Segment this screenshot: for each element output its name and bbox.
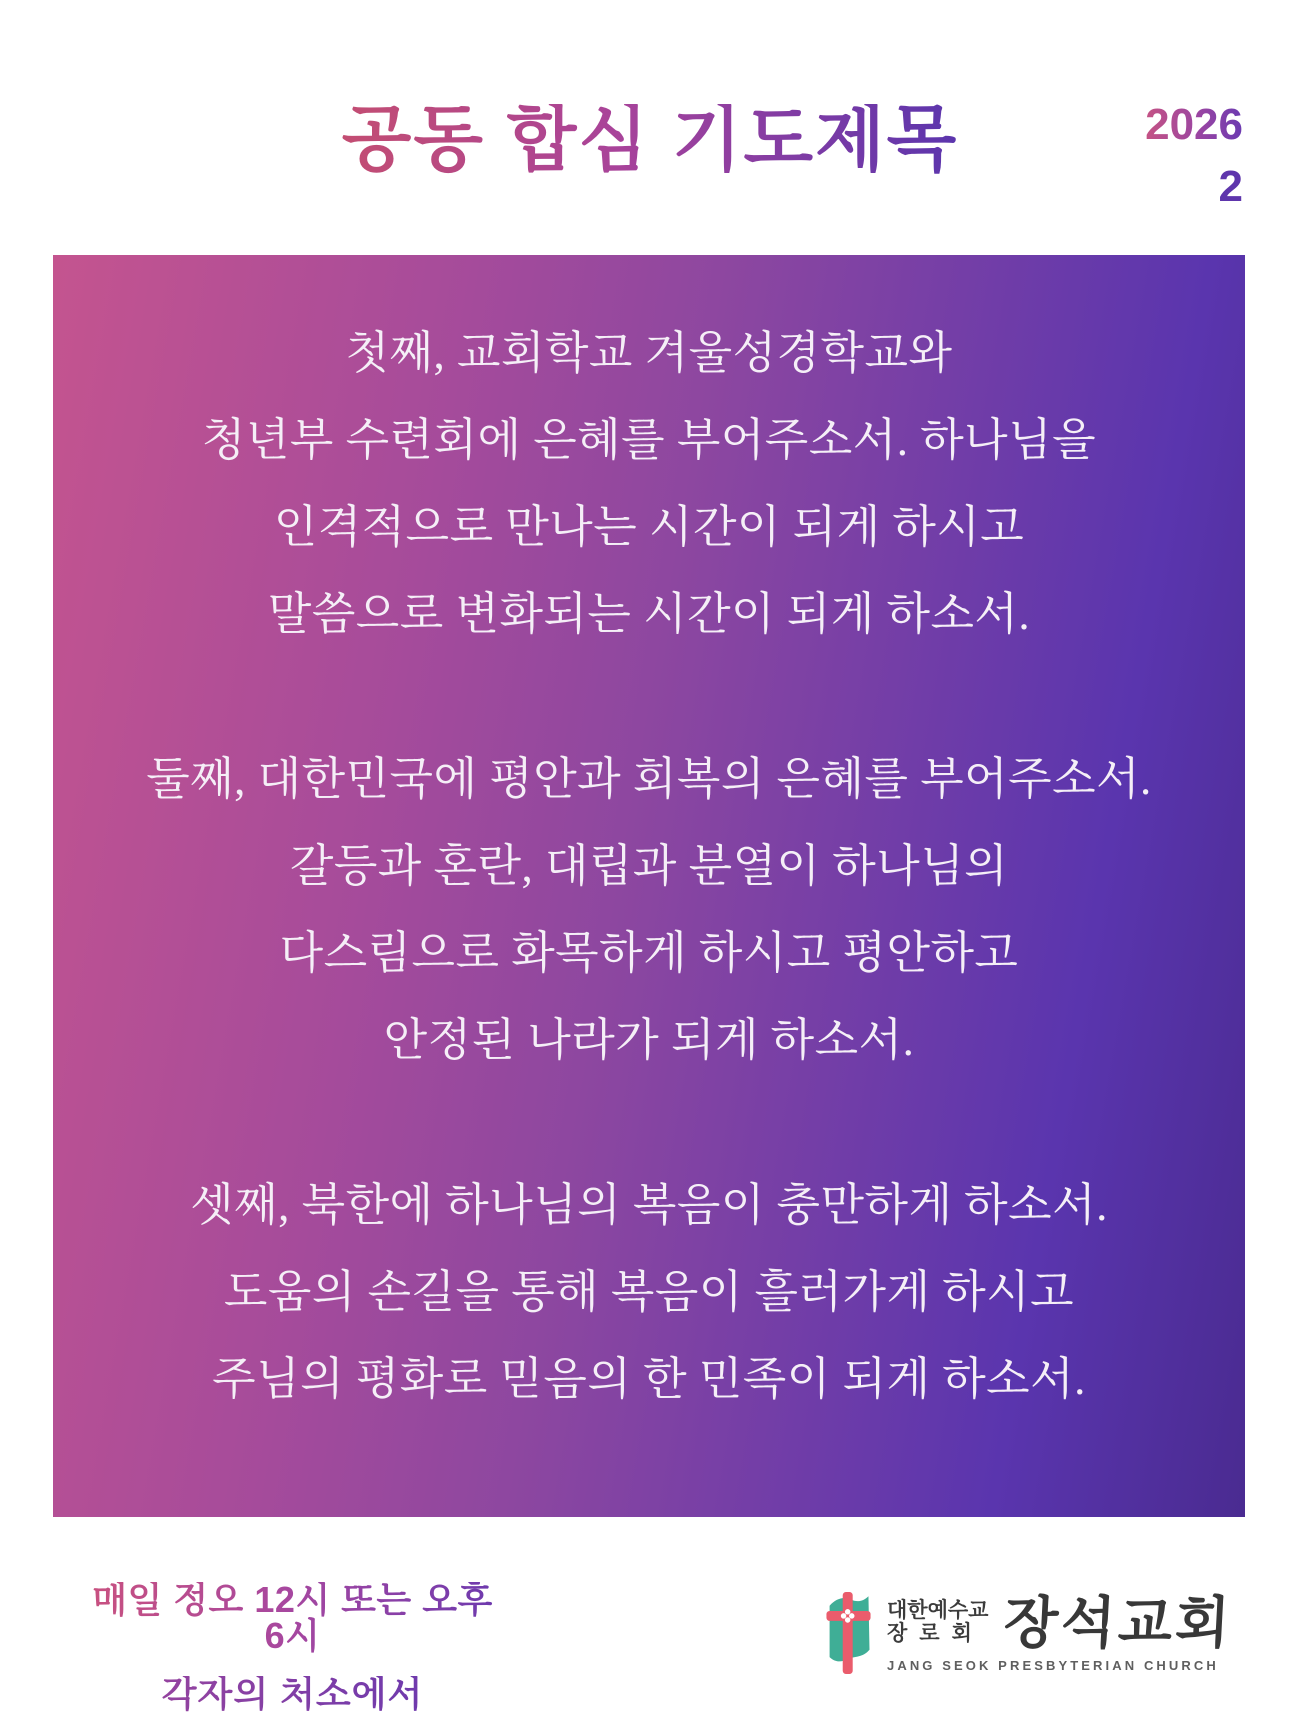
header (0, 100, 1300, 180)
church-logo-icon (822, 1591, 875, 1675)
prayer-line: 갈등과 혼란, 대립과 분열이 하나님의 (289, 841, 1009, 891)
logo-text-block (887, 1591, 1233, 1673)
church-name: 장석교회 (1002, 1593, 1235, 1655)
denomination-line-2: 장로회 (887, 1621, 984, 1645)
prayer-paragraph-2 (93, 736, 1205, 1084)
church-logo (822, 1591, 1233, 1675)
church-english-name: JANG SEOK PRESBYTERIAN CHURCH (887, 1658, 1219, 1673)
prayer-paragraph-1 (93, 310, 1205, 658)
prayer-line: 셋째, 북한에 하나님의 복음이 충만하게 하소서. (190, 1180, 1108, 1230)
year-label: 2026 (1145, 94, 1243, 156)
prayer-line: 도움의 손길을 통해 복음이 흘러가게 하시고 (223, 1267, 1075, 1317)
prayer-line: 안정된 나라가 되게 하소서. (383, 1015, 915, 1065)
month-label: 2 (1218, 162, 1243, 211)
issue-date (1145, 94, 1243, 218)
denomination-text (887, 1599, 988, 1645)
prayer-line: 첫째, 교회학교 겨울성경학교와 (345, 328, 953, 378)
prayer-paragraph-3 (93, 1162, 1205, 1423)
prayer-line: 인격적으로 만나는 시간이 되게 하시고 (273, 502, 1025, 552)
denomination-line-1: 대한예수교 (887, 1598, 989, 1622)
prayer-line: 다스림으로 화목하게 하시고 평안하고 (279, 928, 1019, 978)
schedule-time-text: 매일 정오 12시 또는 오후6시 (85, 1582, 500, 1654)
schedule-place-text: 각자의 처소에서 (161, 1673, 424, 1714)
prayer-line: 청년부 수련회에 은혜를 부어주소서. 하나님을 (201, 415, 1097, 465)
prayer-card (53, 255, 1245, 1517)
prayer-line: 주님의 평화로 믿음의 한 민족이 되게 하소서. (212, 1354, 1086, 1404)
schedule-block (85, 1579, 500, 1714)
prayer-line: 둘째, 대한민국에 평안과 회복의 은혜를 부어주소서. (146, 754, 1152, 804)
poster-title: 공동 합심 기도제목 (341, 100, 959, 180)
logo-top-row (887, 1593, 1235, 1655)
prayer-line: 말씀으로 변화되는 시간이 되게 하소서. (267, 589, 1031, 639)
